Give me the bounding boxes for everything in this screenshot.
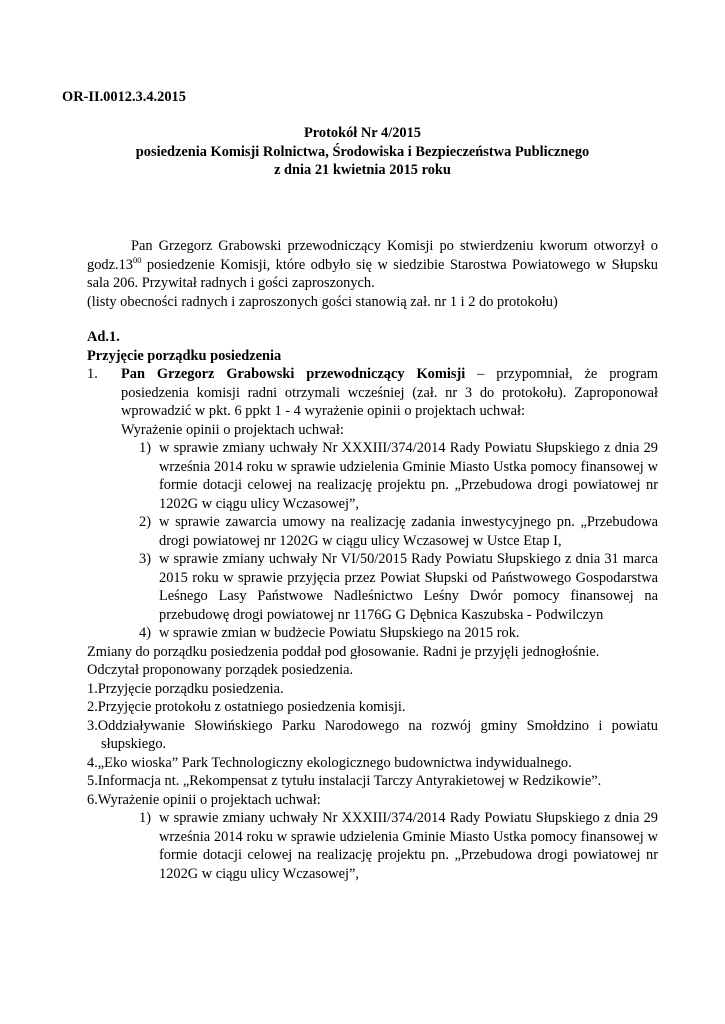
resolution-item-2 <box>139 513 658 550</box>
list-item-number: 1) <box>139 440 151 456</box>
resolution-item-1 <box>139 439 658 513</box>
intro-paragraph <box>87 237 658 293</box>
speaker-name: Pan Grzegorz Grabowski przewodniczący Komisji <box>121 366 466 382</box>
document-body <box>87 237 658 883</box>
agenda-list <box>87 680 658 810</box>
document-reference: OR-II.0012.3.4.2015 <box>62 89 186 105</box>
agenda-entry-2: 2.Przyjęcie protokołu z ostatniego posiedzenia komisji. <box>87 699 406 715</box>
agenda-6-resolution-item-1 <box>139 809 658 883</box>
agenda-item-number: 1. <box>87 366 98 382</box>
agenda-6-resolution-list <box>87 809 658 883</box>
section-title-ad1: Przyjęcie porządku posiedzenia <box>87 347 282 364</box>
intro-text-a: Pan Grzegorz Grabowski przewodniczący Komisji po stwierdzeniu kworum otworzył o godz.13 <box>87 238 658 273</box>
read-text: Odczytał proponowany porządek posiedzenia. <box>87 662 354 678</box>
title-line-2: posiedzenia Komisji Rolnictwa, Środowiska i Bezpieczeństwa Publicznego <box>135 143 590 160</box>
agenda-entry-3: 3.Oddziaływanie Słowińskiego Parku Narodowego na rozwój gminy Smołdzino i powiatu słupskiego. <box>87 717 658 752</box>
list-item-number: 1) <box>139 810 151 826</box>
speaker-statement: – przypomniał, że program posiedzenia komisji radni otrzymali wcześniej (zał. nr 3 do protokołu). Zaproponował wprowadzić w pkt. 6 ppkt 1 - 4 wyrażenie opinii o projektach uchwał: <box>121 366 658 419</box>
agenda-entry-4: 4.„Eko wioska” Park Technologiczny ekologicznego budownictwa indywidualnego. <box>87 754 572 771</box>
list-item-number: 4) <box>139 625 151 641</box>
list-item-number: 2) <box>139 514 151 530</box>
list-item-text: w sprawie zmiany uchwały Nr XXXIII/374/2014 Rady Powiatu Słupskiego z dnia 29 września 2014 roku w sprawie udzielenia Gminie Miasto Ustka pomocy finansowej w formie dotacji celowej na realizację projektu pn. „Przebudowa drogi powiatowej nr 1202G w ciągu ulicy Wczasowej”, <box>159 810 658 882</box>
subitems-heading: Wyrażenie opinii o projektach uchwał: <box>121 421 344 438</box>
intro-time-superscript: 00 <box>132 254 142 265</box>
agenda-item-1 <box>87 365 658 439</box>
agenda-entry-1: 1.Przyjęcie porządku posiedzenia. <box>87 680 284 697</box>
agenda-entry-5: 5.Informacja nt. „Rekompensat z tytułu instalacji Tarczy Antyrakietowej w Redzikowie”. <box>87 773 602 789</box>
intro-note: (listy obecności radnych i zaproszonych gości stanowią zał. nr 1 i 2 do protokołu) <box>87 293 558 310</box>
list-item-text: w sprawie zmiany uchwały Nr XXXIII/374/2014 Rady Powiatu Słupskiego z dnia 29 września 2014 roku w sprawie udzielenia Gminie Miasto Ustka pomocy finansowej w formie dotacji celowej na realizację projektu pn. „Przebudowa drogi powiatowej nr 1202G w ciągu ulicy Wczasowej”, <box>159 440 658 512</box>
resolution-item-3 <box>139 550 658 624</box>
title-line-1: Protokół Nr 4/2015 <box>304 125 421 141</box>
list-item-number: 3) <box>139 551 151 567</box>
title-line-3: z dnia 21 kwietnia 2015 roku <box>274 162 451 178</box>
resolution-list <box>87 439 658 643</box>
agenda-item-text <box>121 365 658 421</box>
list-item-text: w sprawie zmiany uchwały Nr VI/50/2015 Rady Powiatu Słupskiego z dnia 31 marca 2015 roku w sprawie przyjęcia przez Powiat Słupski od Państwowego Gospodarstwa Leśnego Lasy Państwowe Nadleśnictwo Leśny Dwór pomocy finansowej na przebudowę drogi powiatowej nr 1176G G Dębnica Kaszubska - Podwilczyn <box>159 551 658 623</box>
list-item-text: w sprawie zawarcia umowy na realizację zadania inwestycyjnego pn. „Przebudowa drogi powiatowej nr 1202G w ciągu ulicy Wczasowej w Ustce Etap I, <box>159 514 658 549</box>
list-item-text: w sprawie zmian w budżecie Powiatu Słupskiego na 2015 rok. <box>159 625 520 641</box>
resolution-item-4 <box>139 624 658 643</box>
intro-text-b: posiedzenie Komisji, które odbyło się w siedzibie Starostwa Powiatowego w Słupsku sala 206. Przywitał radnych i gości zaproszonych. <box>87 256 658 291</box>
vote-text: Zmiany do porządku posiedzenia poddał pod głosowanie. Radni je przyjęli jednogłośnie. <box>87 643 600 660</box>
section-heading-ad1: Ad.1. <box>87 329 120 345</box>
document-title-block <box>0 124 725 180</box>
agenda-entry-6: 6.Wyrażenie opinii o projektach uchwał: <box>87 791 321 808</box>
